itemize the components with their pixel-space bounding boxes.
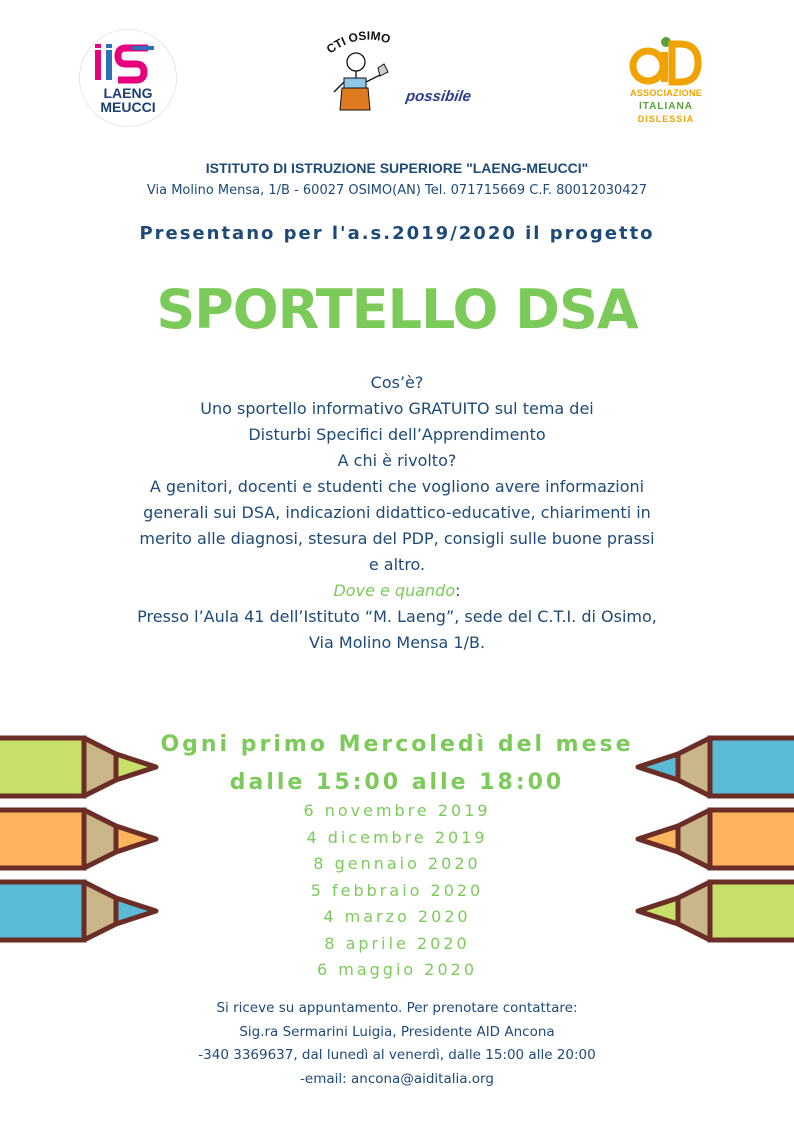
question-where: Dove e quando xyxy=(333,581,456,600)
answer-where-line: Presso l’Aula 41 dell’Istituto “M. Laeng”, sede del C.T.I. di Osimo, xyxy=(137,607,657,626)
answer-who-line: A genitori, docenti e studenti che vogliono avere informazioni xyxy=(149,477,645,496)
date-item: 4 dicembre 2019 xyxy=(306,827,488,847)
aid-logo-line1: ASSOCIAZIONE xyxy=(629,88,703,98)
contact-email[interactable]: -email: ancona@aiditalia.org xyxy=(300,1070,494,1087)
iis-logo-line2: MEUCCI xyxy=(100,99,156,115)
presentation-line: Presentano per l'a.s.2019/2020 il progetto xyxy=(139,223,655,244)
question-where-row xyxy=(0,578,794,604)
aid-logo xyxy=(626,34,706,128)
schedule-frequency: Ogni primo Mercoledì del mese xyxy=(160,732,634,757)
cti-logo-arc-text: CTI OSIMO xyxy=(323,28,393,57)
question-what: Cos’è? xyxy=(370,373,424,392)
info-section xyxy=(0,370,794,656)
cti-logo xyxy=(322,28,472,118)
cti-logo-word: possibile xyxy=(404,88,473,105)
aid-logo-line3: DISLESSIA xyxy=(637,114,695,124)
iis-logo-mark xyxy=(92,44,164,84)
contact-line: Si riceve su appuntamento. Per prenotare contattare: xyxy=(216,1000,578,1016)
question-who: A chi è rivolto? xyxy=(337,451,457,470)
answer-who-line: merito alle diagnosi, stesura del PDP, consigli sulle buone prassi xyxy=(139,529,655,548)
svg-text:CTI OSIMO xyxy=(324,28,392,56)
schedule-time: dalle 15:00 alle 18:00 xyxy=(229,770,565,795)
iis-logo xyxy=(80,30,176,126)
answer-who-line: e altro. xyxy=(368,555,426,574)
answer-who-line: generali sui DSA, indicazioni didattico-educative, chiarimenti in xyxy=(143,503,651,522)
schedule-heading xyxy=(0,726,794,802)
date-item: 8 gennaio 2020 xyxy=(313,854,481,873)
answer-where-line: Via Molino Mensa 1/B. xyxy=(308,633,486,652)
contact-section xyxy=(0,997,794,1091)
date-item: 6 novembre 2019 xyxy=(303,801,491,820)
page-title: SPORTELLO DSA xyxy=(156,278,638,341)
contact-line: Sig.ra Sermarini Luigia, Presidente AID Ancona xyxy=(239,1023,555,1040)
date-item: 5 febbraio 2020 xyxy=(310,880,484,900)
contact-phone[interactable]: -340 3369637, dal lunedì al venerdì, dalle 15:00 alle 20:00 xyxy=(198,1047,596,1063)
date-item: 6 maggio 2020 xyxy=(316,960,477,979)
aid-logo-line2: ITALIANA xyxy=(639,101,693,112)
school-name: ISTITUTO DI ISTRUZIONE SUPERIORE "LAENG-MEUCCI" xyxy=(205,160,589,176)
school-address: Via Molino Mensa, 1/B - 60027 OSIMO(AN) Tel. 071715669 C.F. 80012030427 xyxy=(146,183,648,198)
answer-what-line: Disturbi Specifici dell’Apprendimento xyxy=(248,425,546,444)
date-item: 4 marzo 2020 xyxy=(323,907,471,926)
date-item: 8 aprile 2020 xyxy=(324,933,470,953)
iis-logo-line1: LAENG xyxy=(103,85,153,101)
dates-list xyxy=(0,798,794,984)
answer-what-line: Uno sportello informativo GRATUITO sul tema dei xyxy=(200,399,594,418)
aid-logo-mark xyxy=(626,34,706,88)
question-where-colon: : xyxy=(455,581,461,600)
